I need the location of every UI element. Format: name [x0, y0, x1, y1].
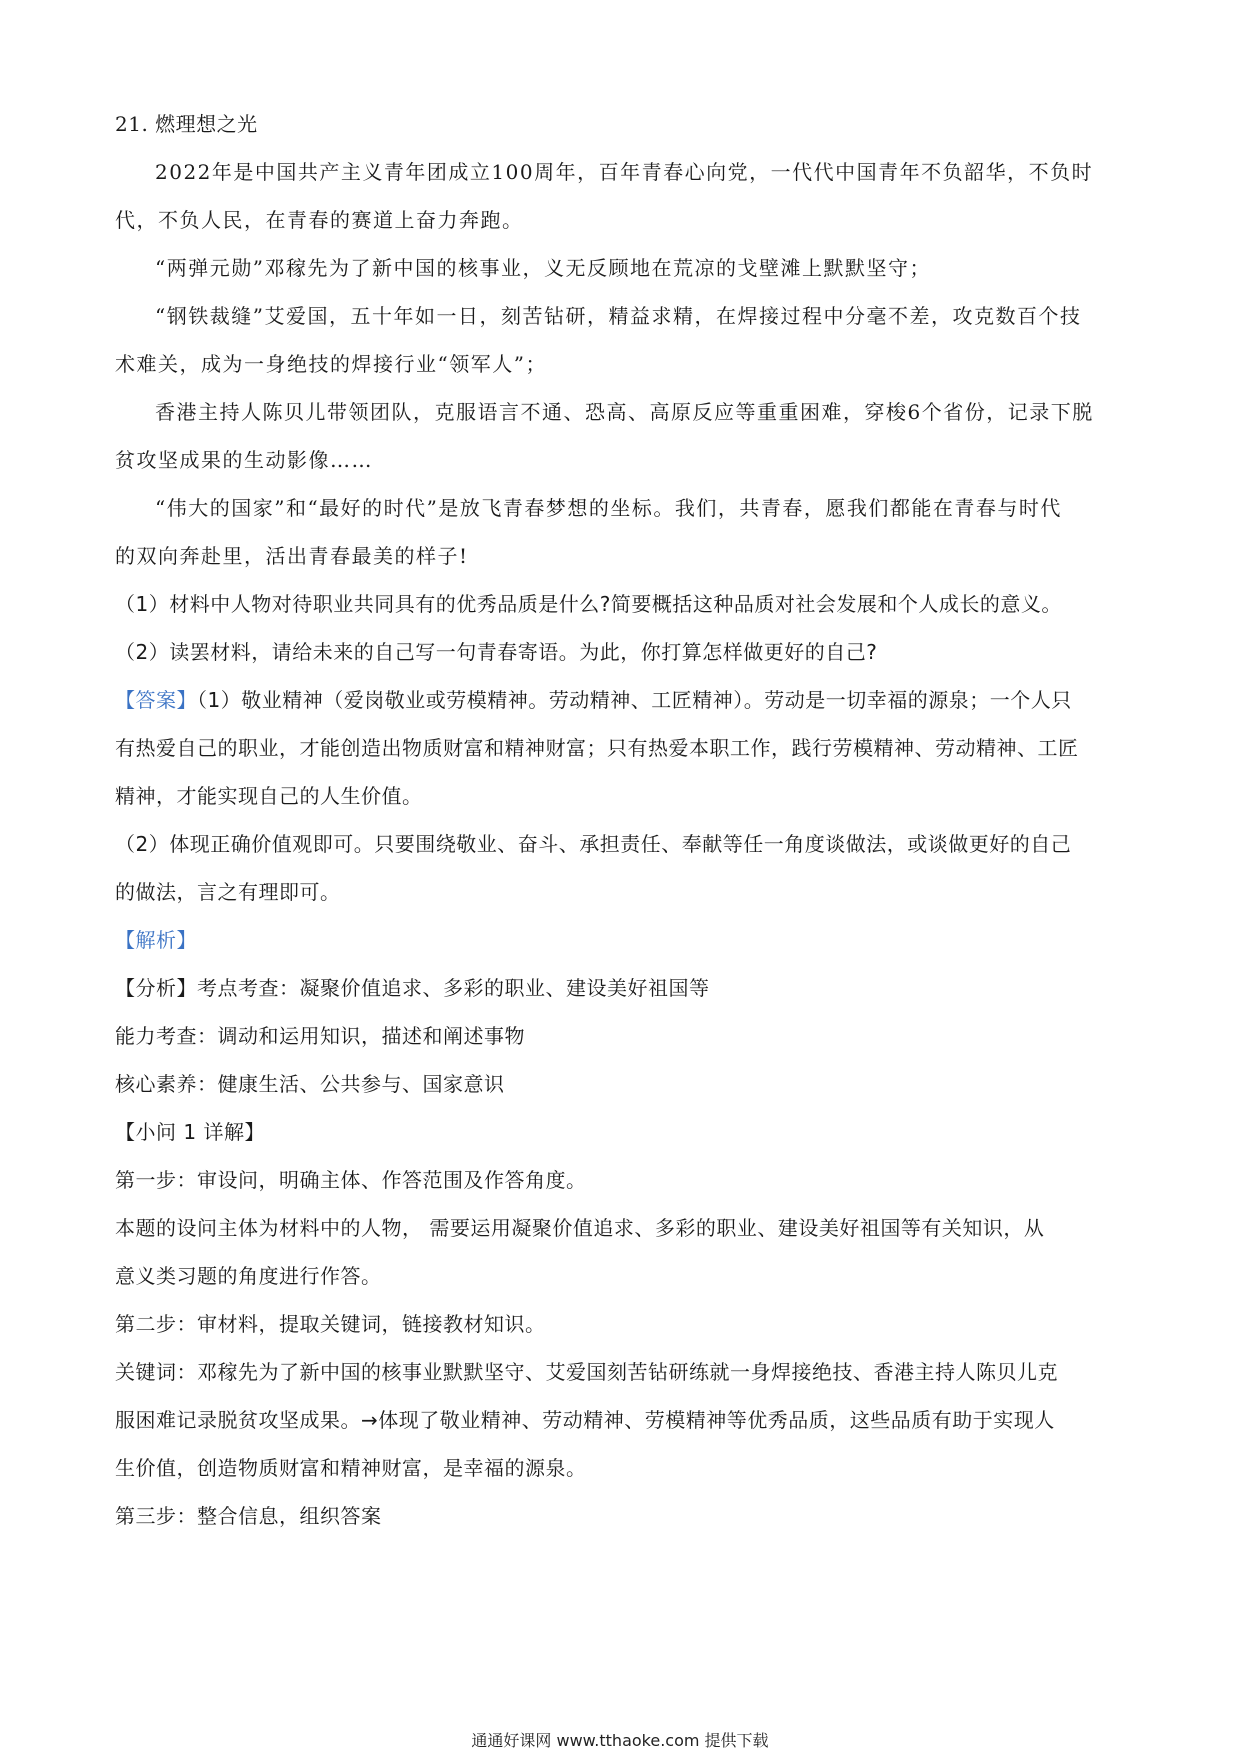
- analysis-line: 能力考查：调动和运用知识，描述和阐述事物: [115, 1024, 525, 1048]
- material-line: 的双向奔赴里，活出青春最美的样子!: [115, 544, 469, 568]
- answer-text: （1）敬业精神（爱岗敬业或劳模精神。劳动精神、工匠精神）。劳动是一切幸福的源泉；一个人只: [197, 688, 1072, 712]
- material-line: “两弹元勋”邓稼先为了新中国的核事业，义无反顾地在荒凉的戈壁滩上默默坚守；: [155, 256, 931, 280]
- material-line: 术难关，成为一身绝技的焊接行业“领军人”；: [115, 352, 547, 376]
- answer-line: 精神，才能实现自己的人生价值。: [115, 784, 423, 808]
- analysis-line: 第二步：审材料，提取关键词，链接教材知识。: [115, 1312, 546, 1336]
- material-line: 香港主持人陈贝儿带领团队，克服语言不通、恐高、高原反应等重重困难，穿梭6个省份，记录下脱: [155, 400, 1094, 424]
- answer-line-1: [115, 676, 1135, 724]
- answer-line: 有热爱自己的职业，才能创造出物质财富和精神财富；只有热爱本职工作，践行劳模精神、劳动精神、工匠: [115, 736, 1079, 760]
- analysis-line: 第一步：审设问，明确主体、作答范围及作答角度。: [115, 1168, 587, 1192]
- material-line: “伟大的国家”和“最好的时代”是放飞青春梦想的坐标。我们，共青春，愿我们都能在青春与时代: [155, 496, 1062, 520]
- analysis-line: 【分析】考点考查：凝聚价值追求、多彩的职业、建设美好祖国等: [115, 976, 710, 1000]
- material-line: 2022年是中国共产主义青年团成立100周年，百年青春心向党，一代代中国青年不负韶华，不负时: [155, 160, 1094, 184]
- footer-credit: 通通好课网 www.tthaoke.com 提供下载: [471, 1731, 769, 1750]
- analysis-line: 关键词：邓稼先为了新中国的核事业默默坚守、艾爱国刻苦钻研练就一身焊接绝技、香港主持人陈贝儿克: [115, 1360, 1058, 1384]
- sub-question-1: （1）材料中人物对待职业共同具有的优秀品质是什么?简要概括这种品质对社会发展和个人成长的意义。: [115, 592, 1062, 616]
- analysis-line: 【小问 1 详解】: [115, 1120, 265, 1144]
- analysis-line: 意义类习题的角度进行作答。: [115, 1264, 382, 1288]
- analysis-line: 本题的设问主体为材料中的人物， 需要运用凝聚价值追求、多彩的职业、建设美好祖国等有关知识，从: [115, 1216, 1045, 1240]
- document-body: [115, 100, 1135, 1540]
- answer-tag: 【答案】: [115, 688, 197, 712]
- material-line: “钢铁裁缝”艾爱国，五十年如一日，刻苦钻研，精益求精，在焊接过程中分毫不差，攻克数百个技: [155, 304, 1082, 328]
- analysis-line: 第三步：整合信息，组织答案: [115, 1504, 382, 1528]
- answer-line: 的做法，言之有理即可。: [115, 880, 341, 904]
- analysis-line: 服困难记录脱贫攻坚成果。→体现了敬业精神、劳动精神、劳模精神等优秀品质，这些品质有助于实现人: [115, 1408, 1055, 1432]
- material-line: 代，不负人民，在青春的赛道上奋力奔跑。: [115, 208, 524, 232]
- question-title: 21. 燃理想之光: [115, 112, 258, 136]
- analysis-line: 生价值，创造物质财富和精神财富，是幸福的源泉。: [115, 1456, 587, 1480]
- analysis-line: 核心素养：健康生活、公共参与、国家意识: [115, 1072, 505, 1096]
- analysis-tag: 【解析】: [115, 928, 197, 952]
- answer-line: （2）体现正确价值观即可。只要围绕敬业、奋斗、承担责任、奉献等任一角度谈做法，或谈做更好的自己: [115, 832, 1072, 856]
- material-line: 贫攻坚成果的生动影像……: [115, 448, 373, 472]
- sub-question-2: （2）读罢材料，请给未来的自己写一句青春寄语。为此，你打算怎样做更好的自己?: [115, 640, 878, 664]
